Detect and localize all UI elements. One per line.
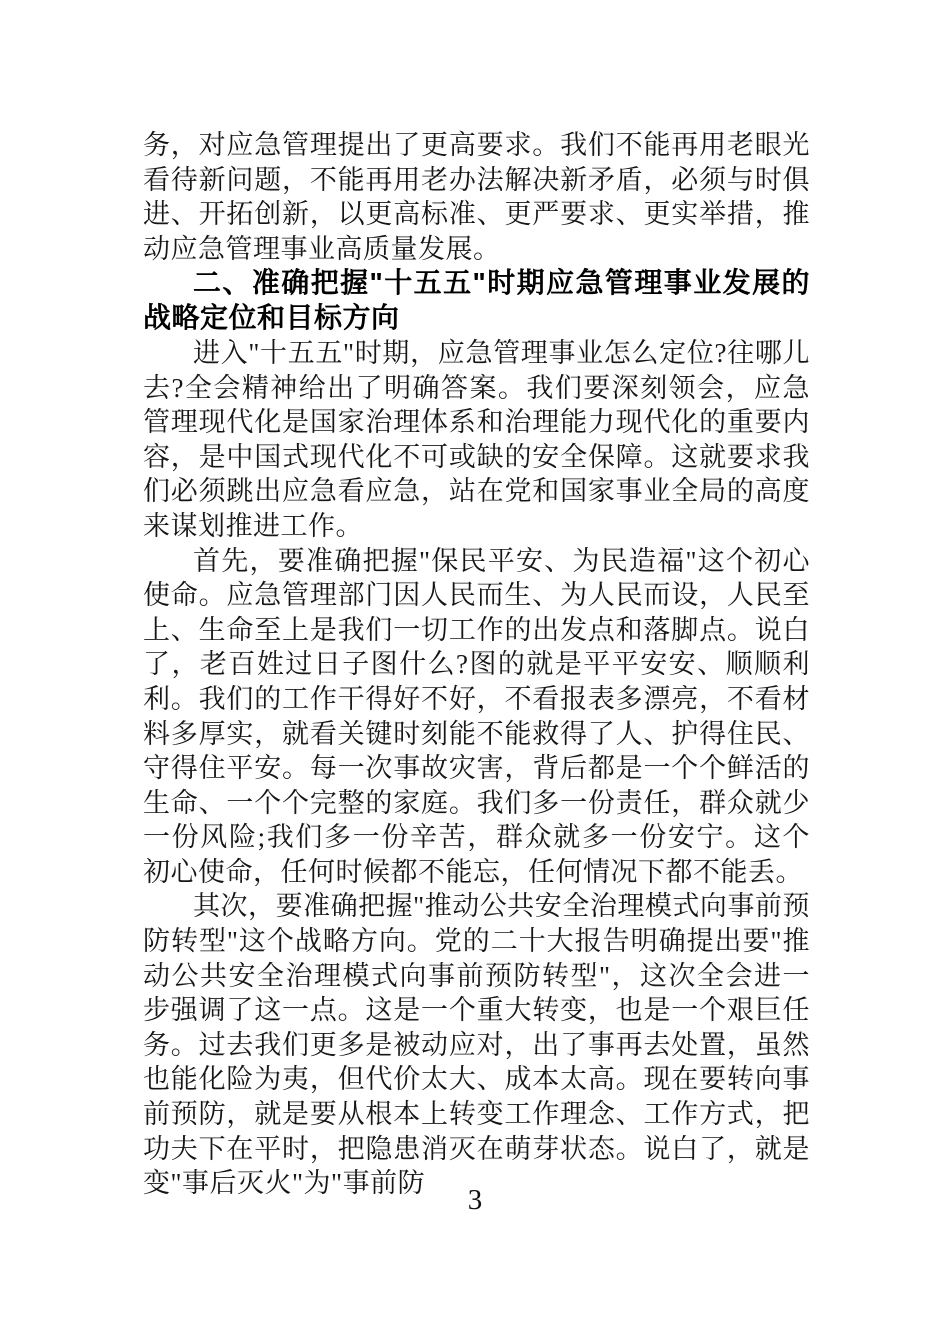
paragraph: 进入"十五五"时期，应急管理事业怎么定位?往哪儿去?全会精神给出了明确答案。我们要深刻领会，应急管理现代化是国家治理体系和治理能力现代化的重要内容，是中国式现代化不可或缺的安全保障。这就要求我们必须跳出应急看应急，站在党和国家事业全局的高度来谋划推进工作。 xyxy=(143,337,810,541)
document-body xyxy=(143,128,810,1201)
section-heading: 二、准确把握"十五五"时期应急管理事业发展的战略定位和目标方向 xyxy=(143,267,810,334)
page-number: 3 xyxy=(467,1184,483,1216)
paragraph: 务，对应急管理提出了更高要求。我们不能再用老眼光看待新问题，不能再用老办法解决新矛盾，必须与时俱进、开拓创新，以更高标准、更严要求、更实举措，推动应急管理事业高质量发展。 xyxy=(143,130,810,264)
paragraph: 其次，要准确把握"推动公共安全治理模式向事前预防转型"这个战略方向。党的二十大报告明确提出要"推动公共安全治理模式向事前预防转型"，这次全会进一步强调了这一点。这是一个重大转变，也是一个艰巨任务。过去我们更多是被动应对，出了事再去处置，虽然也能化险为夷，但代价太大、成本太高。现在要转向事前预防，就是要从根本上转变工作理念、工作方式，把功夫下在平时，把隐患消灭在萌芽状态。说白了，就是变"事后灭火"为"事前防 xyxy=(143,891,810,1199)
paragraph: 首先，要准确把握"保民平安、为民造福"这个初心使命。应急管理部门因人民而生、为人民而设，人民至上、生命至上是我们一切工作的出发点和落脚点。说白了，老百姓过日子图什么?图的就是平平安安、顺顺利利。我们的工作干得好不好，不看报表多漂亮，不看材料多厚实，就看关键时刻能不能救得了人、护得住民、守得住平安。每一次事故灾害，背后都是一个个鲜活的生命、一个个完整的家庭。我们多一份责任，群众就少一份风险;我们多一份辛苦，群众就多一份安宁。这个初心使命，任何时候都不能忘，任何情况下都不能丢。 xyxy=(143,545,810,887)
